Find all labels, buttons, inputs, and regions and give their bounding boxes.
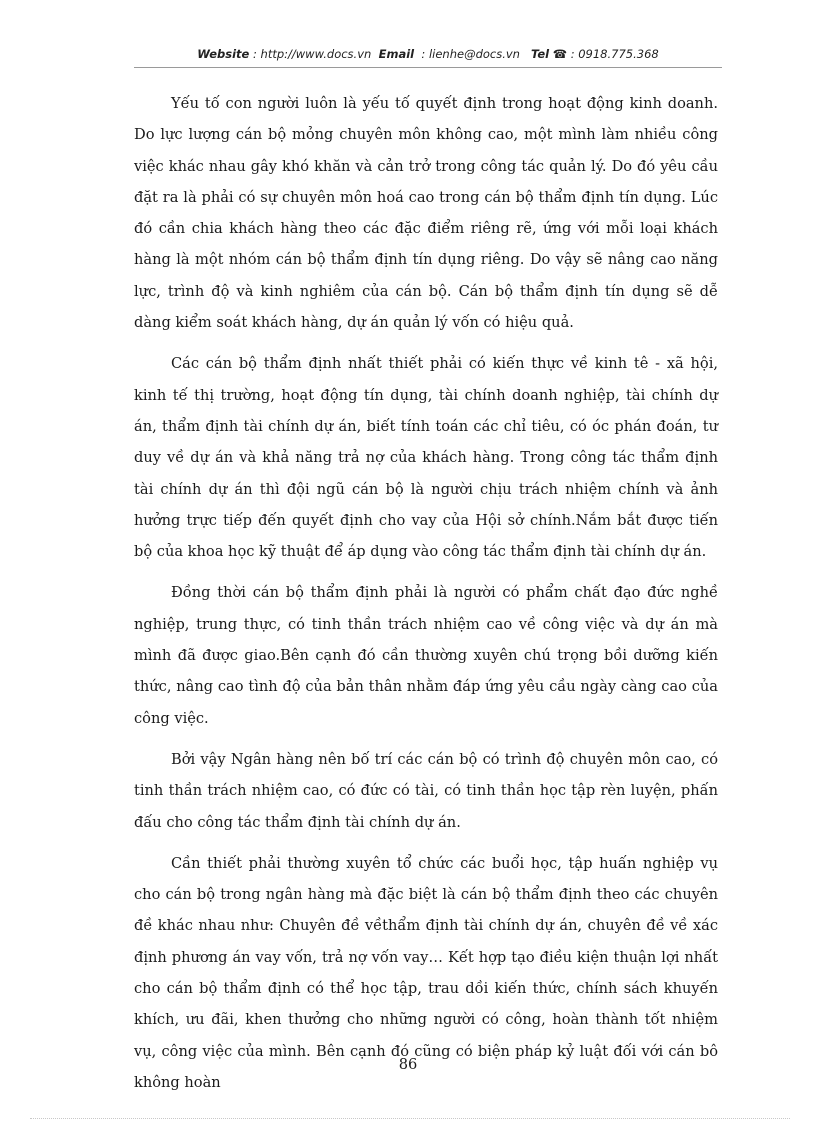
body-text xyxy=(134,88,718,1108)
tel-label: Tel xyxy=(530,47,550,61)
paragraph-5: Cần thiết phải thường xuyên tổ chức các buổi học, tập huấn nghiệp vụ cho cán bộ trong ngân hàng mà đặc biệt là cán bộ thẩm định theo các chuyên đề khác nhau như: Chuyên đề vềthẩm định tài chính dự án, chuyên đề về xác định phương án vay vốn, trả nợ vốn vay… Kết hợp tạo điều kiện thuận lợi nhất cho cán bộ thẩm định có thể học tập, trau dồi kiến thức, chính sách khuyến khích, ưu đãi, khen thưởng cho những người có công, hoàn thành tốt nhiệm vụ, công việc của mình. Bên cạnh đó cũng có biện pháp kỷ luật đối với cán bô không hoàn xyxy=(134,854,718,1091)
tel-number: 0918.775.368 xyxy=(578,47,659,61)
paragraph-2: Các cán bộ thẩm định nhất thiết phải có kiến thực về kinh tê - xã hội, kinh tế thị trường, hoạt động tín dụng, tài chính doanh nghiệp, tài chính dự án, thẩm định tài chính dự án, biết tính toán các chỉ tiêu, có óc phán đoán, tư duy về dự án và khả năng trả nợ của khách hàng. Trong công tác thẩm định tài chính dự án thì đội ngũ cán bộ là người chịu trách nhiệm chính và ảnh hưởng trực tiếp đến quyết định cho vay của Hội sở chính.Nắm bắt được tiến bộ của khoa học kỹ thuật để áp dụng vào công tác thẩm định tài chính dự án. xyxy=(134,355,718,561)
paragraph-4: Bởi vậy Ngân hàng nên bố trí các cán bộ có trình độ chuyên môn cao, có tinh thần trách nhiệm cao, có đức có tài, có tinh thần học tập rèn luyện, phấn đấu cho công tác thẩm định tài chính dự án. xyxy=(134,750,718,831)
email-address: lienhe@docs.vn xyxy=(428,47,520,61)
phone-icon: ☎ xyxy=(552,47,568,61)
email-label: Email xyxy=(378,47,415,61)
header-divider xyxy=(134,67,722,68)
website-label: Website xyxy=(197,47,250,61)
email-separator: : xyxy=(417,47,429,61)
paragraph-3: Đồng thời cán bộ thẩm định phải là người có phẩm chất đạo đức nghề nghiệp, trung thực, có tinh thần trách nhiệm cao về công việc và dự án mà mình đã được giao.Bên cạnh đó cần thường xuyên chú trọng bồi dưỡng kiến thức, nâng cao tình độ của bản thân nhằm đáp ứng yêu cầu ngày càng cao của công việc. xyxy=(134,584,718,727)
website-url: http://www.docs.vn xyxy=(260,47,372,61)
page-header xyxy=(134,47,722,61)
tel-separator: : xyxy=(567,47,579,61)
website-separator: : xyxy=(249,47,261,61)
page-bottom-divider xyxy=(30,1118,790,1119)
page-number: 86 xyxy=(398,1056,418,1073)
paragraph-1: Yếu tố con người luôn là yếu tố quyết định trong hoạt động kinh doanh. Do lực lượng cán bộ mỏng chuyên môn không cao, một mình làm nhiều công việc khác nhau gây khó khăn và cản trở trong công tác quản lý. Do đó yêu cầu đặt ra là phải có sự chuyên môn hoá cao trong cán bộ thẩm định tín dụng. Lúc đó cần chia khách hàng theo các đặc điểm riêng rẽ, ứng với mỗi loại khách hàng là một nhóm cán bộ thẩm định tín dụng riêng. Do vậy sẽ nâng cao năng lực, trình độ và kinh nghiêm của cán bộ. Cán bộ thẩm định tín dụng sẽ dễ dàng kiểm soát khách hàng, dự án quản lý vốn có hiệu quả. xyxy=(134,95,718,332)
